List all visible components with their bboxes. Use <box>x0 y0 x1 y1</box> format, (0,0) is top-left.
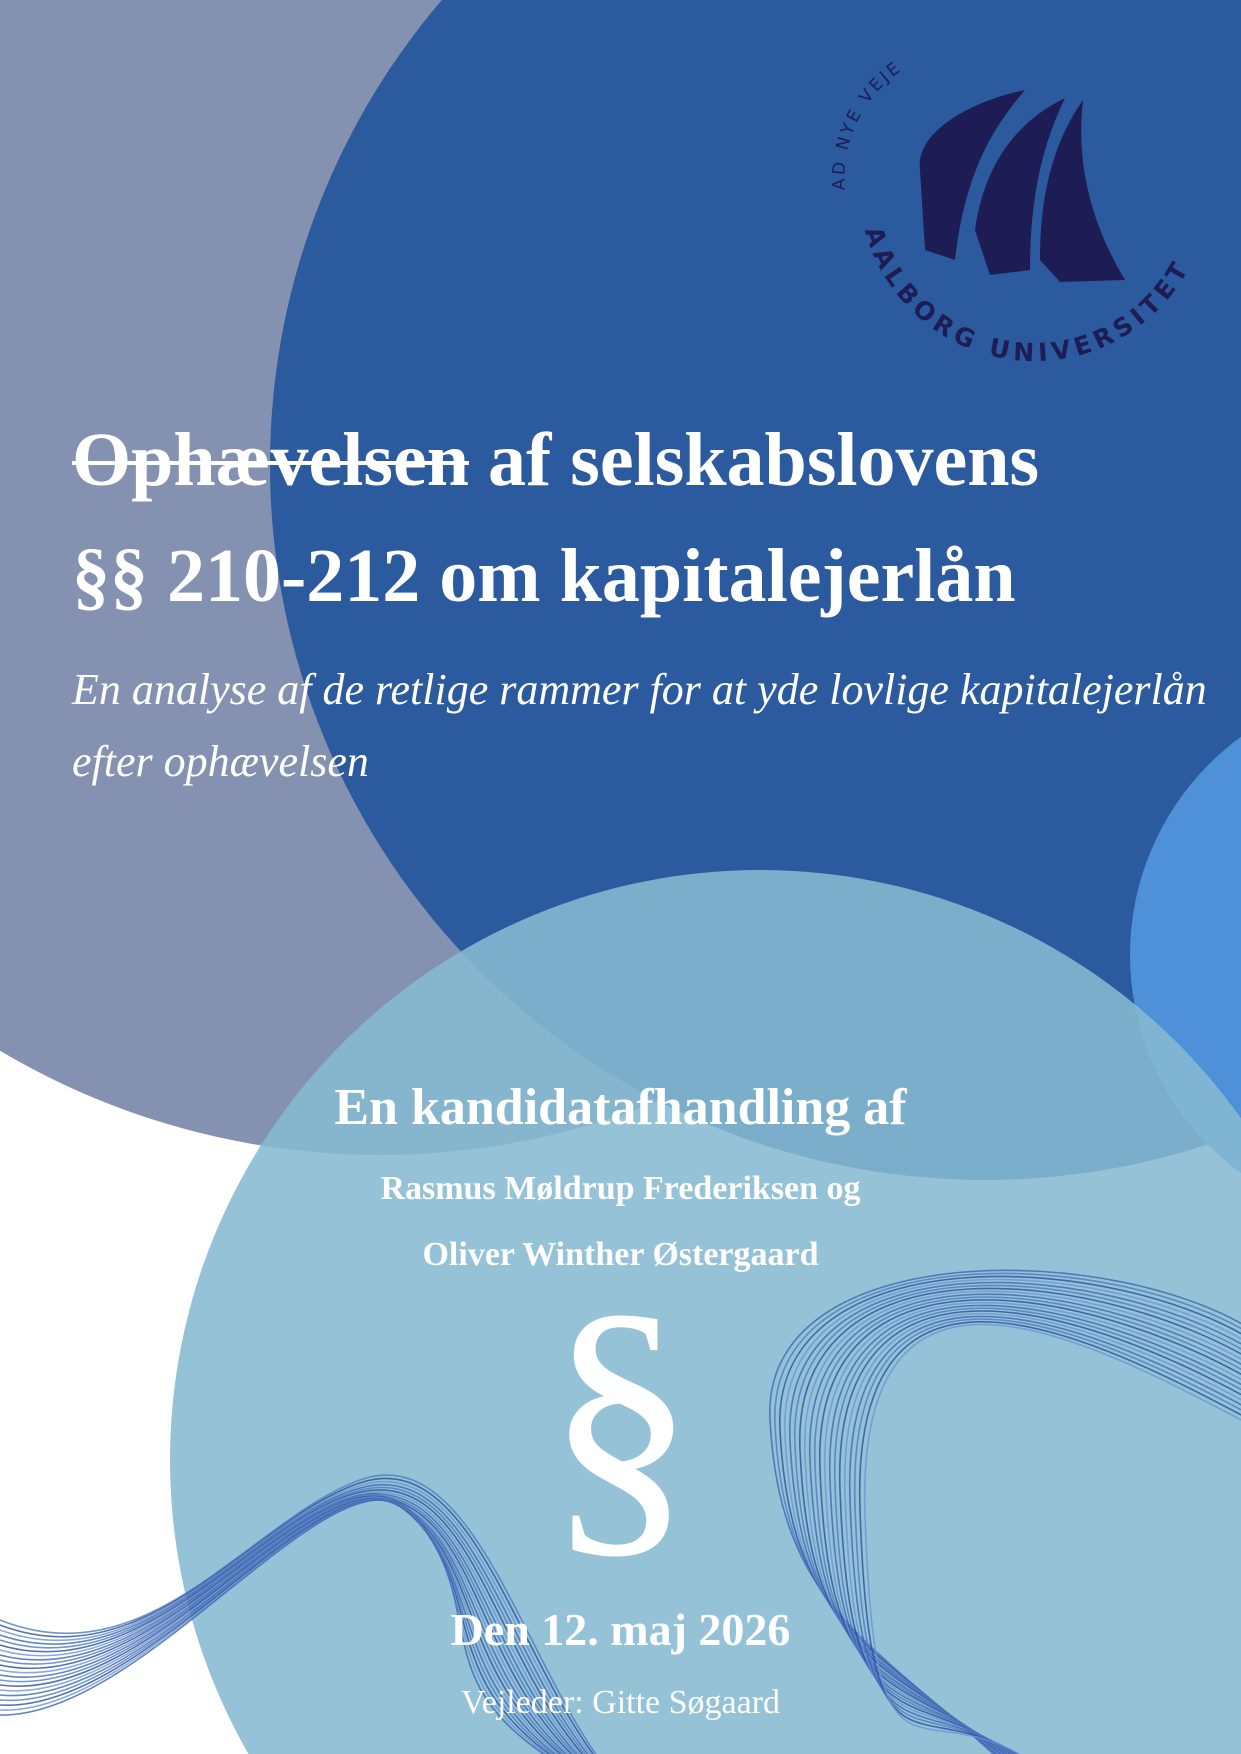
submission-date: Den 12. maj 2026 <box>450 1604 791 1655</box>
advisor: Vejleder: Gitte Søgaard <box>460 1684 781 1721</box>
thesis-title-line-2: §§ 210-212 om kapitalejerlån <box>72 534 1016 618</box>
title-rest: af selskabslovens <box>487 418 1040 502</box>
section-symbol: § <box>545 1252 696 1584</box>
aalborg-university-logo <box>825 30 1225 390</box>
subtitle-line-2: efter ophævelsen <box>72 737 369 786</box>
struck-title-word: Ophævelsen <box>72 418 469 502</box>
authors-line-2: Oliver Winther Østergaard <box>422 1236 819 1273</box>
logo-motto: AD NYE VEJE <box>829 57 907 191</box>
thesis-title-line-1 <box>72 418 1040 502</box>
subtitle-line-1: En analyse af de retlige rammer for at yde lovlige kapitalejerlån <box>72 665 1207 714</box>
authors-line-1: Rasmus Møldrup Frederiksen og <box>380 1170 861 1207</box>
aau-waves-icon <box>920 90 1125 282</box>
thesis-label: En kandidatafhandling af <box>334 1079 907 1136</box>
logo-name: AALBORG UNIVERSITET <box>858 222 1197 368</box>
